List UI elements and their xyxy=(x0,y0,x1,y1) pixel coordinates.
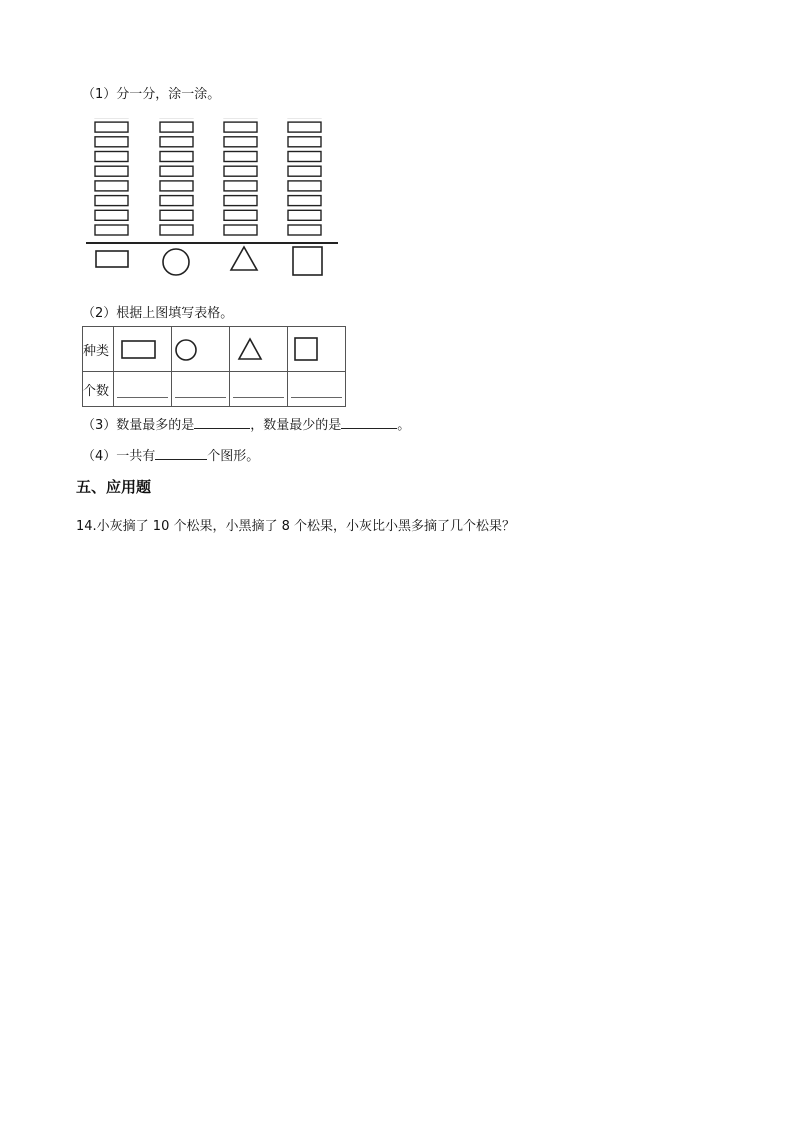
block-circle xyxy=(160,152,193,162)
block-square xyxy=(288,166,321,176)
block-rectangle xyxy=(95,166,128,176)
block-rectangle xyxy=(95,181,128,191)
block-circle xyxy=(160,225,193,235)
block-rectangle xyxy=(95,225,128,235)
question-4 xyxy=(82,445,259,464)
question-2: （2）根据上图填写表格。 xyxy=(82,306,234,321)
block-circle xyxy=(160,210,193,220)
circle-icon xyxy=(163,249,189,275)
table-label-count: 个数 xyxy=(83,372,114,407)
block-square xyxy=(288,152,321,162)
block-triangle xyxy=(224,137,257,147)
table-label-kind: 种类 xyxy=(83,327,114,372)
block-circle xyxy=(160,137,193,147)
block-square xyxy=(288,137,321,147)
table-cell-shape xyxy=(230,327,288,372)
table-cell-shape xyxy=(288,327,346,372)
block-square xyxy=(288,196,321,206)
block-square xyxy=(288,210,321,220)
count-answer-cell[interactable] xyxy=(172,372,230,407)
block-circle xyxy=(160,166,193,176)
count-answer-cell[interactable] xyxy=(288,372,346,407)
rectangle-icon xyxy=(96,251,128,267)
count-answer-cell[interactable] xyxy=(114,372,172,407)
block-circle xyxy=(160,181,193,191)
block-square xyxy=(288,181,321,191)
count-answer-cell[interactable] xyxy=(230,372,288,407)
triangle-icon xyxy=(231,247,257,270)
block-rectangle xyxy=(95,210,128,220)
block-rectangle xyxy=(95,137,128,147)
answer-blank-most[interactable] xyxy=(194,416,250,429)
section-heading: 五、应用题 xyxy=(76,478,152,496)
block-triangle xyxy=(224,152,257,162)
block-triangle xyxy=(224,210,257,220)
table-row-count xyxy=(83,372,346,407)
square-icon xyxy=(288,327,345,371)
block-square xyxy=(288,122,321,132)
rectangle-icon xyxy=(114,327,171,371)
triangle-icon xyxy=(230,327,287,371)
block-circle xyxy=(160,196,193,206)
question-3-text-a: （3）数量最多的是 xyxy=(82,418,195,433)
block-triangle xyxy=(224,122,257,132)
question-4-text-b: 个图形。 xyxy=(207,449,260,464)
block-rectangle xyxy=(95,196,128,206)
question-1: （1）分一分，涂一涂。 xyxy=(82,87,221,102)
block-triangle xyxy=(224,181,257,191)
block-triangle xyxy=(224,225,257,235)
circle-icon xyxy=(172,327,229,371)
block-rectangle xyxy=(95,152,128,162)
block-circle xyxy=(160,122,193,132)
table-row-kind xyxy=(83,327,346,372)
question-3-text-b: ，数量最少的是 xyxy=(250,418,342,433)
stacked-blocks-figure xyxy=(82,118,346,283)
table-cell-shape xyxy=(172,327,230,372)
question-3 xyxy=(82,414,410,433)
block-rectangle xyxy=(95,122,128,132)
tally-table xyxy=(82,326,346,407)
question-3-text-c: 。 xyxy=(397,418,411,433)
block-triangle xyxy=(224,196,257,206)
block-square xyxy=(288,225,321,235)
problem-14: 14.小灰摘了 10 个松果，小黑摘了 8 个松果，小灰比小黑多摘了几个松果？ xyxy=(76,519,516,534)
question-4-text-a: （4）一共有 xyxy=(82,449,156,464)
answer-blank-least[interactable] xyxy=(341,416,397,429)
block-triangle xyxy=(224,166,257,176)
answer-blank-total[interactable] xyxy=(155,447,207,460)
table-cell-shape xyxy=(114,327,172,372)
square-icon xyxy=(293,247,322,275)
